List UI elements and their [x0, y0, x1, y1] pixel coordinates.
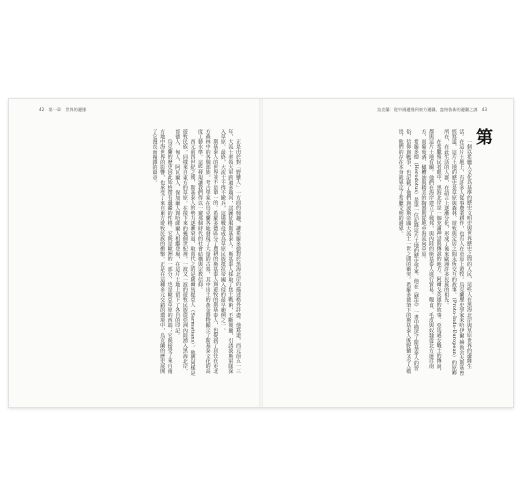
right-page [262, 99, 513, 407]
right-page-text [276, 129, 472, 377]
left-paragraph: 正是由於對「野蠻人」一方面的興趣，讓希羅多德對於黑海北岸的描述格外詳盡。他寫道，西元前五一三年，大流士率領大軍跨過多瑙河，試圖征服斯基泰人。斯基泰人採取了焦土戰術，不斷後撤，引誘波斯軍隊深入草原。最終，大流士不得不撤兵，這場戰役成為草原民族抵抗帝國入侵的最早範例之一。 [219, 129, 241, 374]
right-paragraph: 一個以希臘人文化為基準的歷史文明史與世界歷史之間的人民，這些人在黑海北岸與草原世界的邊緣生活。在這片土地上，有許多人從事農業耕作，也有人在草原上遊牧。烏克蘭歷史學家米哈伊爾‧赫魯舍夫斯基曾經寫道，這片土地的歷史是草原與森林、遊牧與定居之間永恆交互的故事。（Proto-Indo-European）的原鄉所在，在此生活的人群，在語言上逐漸分化，形成了後來歐洲許多民族的祖先。 [443, 129, 472, 376]
left-paragraph: 西元前四世紀之後，斯基泰人的勢力逐漸衰退，取而代之的是薩爾馬提亞人（Sarmatians）。他們同樣是遊牧民族，同樣來自東方的草原。在接下來的幾個世紀裡，一波又一波的遊牧民族從亞洲內陸湧入黑海北岸，哥德人、匈人、阿瓦爾人、保加爾人與哈薩爾人相繼登場，在這片土地上留下了各自的印記。 [174, 129, 196, 376]
left-paragraph: 烏克蘭的歷史因此始終帶有邊疆的性格。它既是歐洲的一部分，也是歐亞草原的西端；它既接受了來自南方地中海世界的影響，也承受了來自東方遊牧民族的衝擊。正是在這種多元交錯的環境中，烏克蘭的歷史展開了它漫長而複雜的篇章。 [151, 129, 173, 374]
left-page [9, 99, 260, 407]
left-running-header: 42 第一章 世界的邊緣 [39, 107, 87, 112]
right-paragraph: 在希臘殖民者眼中，黑海北岸是一個充滿神話與傳說的地方。阿爾戈英雄的故事、亞馬遜女戰士的傳說，都與這片土地有關。他們在海岸建立了城邦，與內陸的斯基泰人進行貿易。糧食、毛皮與奴隸從北方運往南方，而葡萄酒、橄欖油與精美的陶器則從地中海流向草原。 [420, 129, 442, 374]
right-running-header: 烏克蘭：從中國邊緣到東方邊疆，盎格魯新的邊疆之謎 43 [376, 107, 487, 112]
left-paragraph: 斯基泰人的世界並不是單一的。希羅多德區分了農耕的斯基泰人與遊牧的斯基泰人，也提到了居住在更北方森林中的各個部族。考古學家在烏克蘭各地發現了大量的古墓，其中出土的黃金器物顯示了斯基泰文化的高度工藝水準。這些發現讓我們得以一窺那個時代的社會結構與宗教信仰。 [197, 129, 219, 374]
book-spread [8, 98, 514, 408]
drop-cap: 第 [476, 128, 493, 148]
left-page-text [35, 129, 241, 377]
right-paragraph: 希羅多德（Herodotus）是第一位記錄這片土地的歷史學家。他在《歷史》一書中描述了斯基泰人的習俗、信仰與戰爭，也記載了他們與波斯帝國大流士一世之間的衝突。希羅多德筆下的斯基泰人既野蠻又令人敬畏，他們的存在本身就界定了希臘文明的邊界。 [397, 129, 419, 374]
